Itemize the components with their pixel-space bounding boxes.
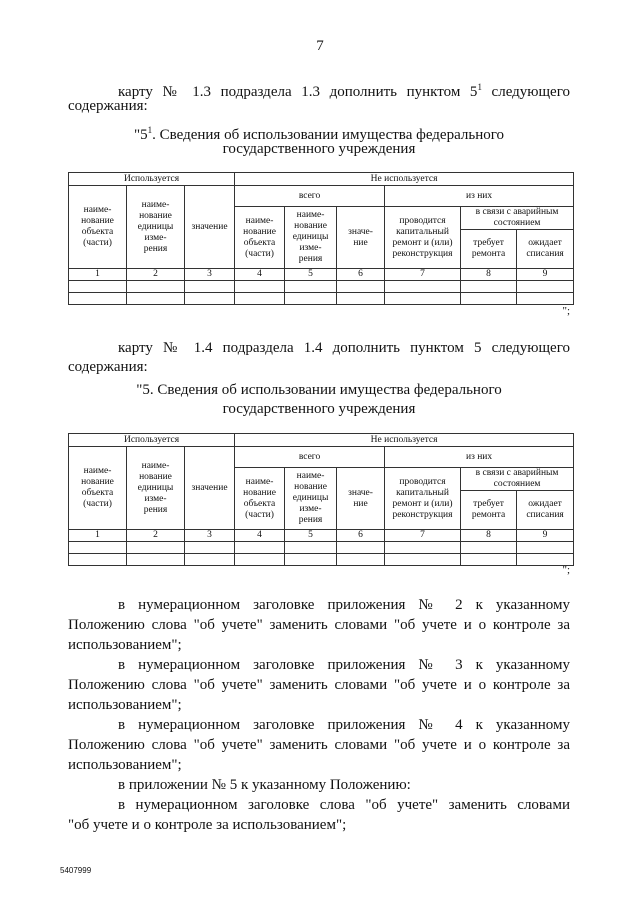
section2-intro-line2: содержания: — [68, 359, 148, 375]
col-object-name-2: наиме- нование объекта (части) — [235, 468, 285, 530]
col-number: 7 — [385, 269, 461, 281]
header-emergency: в связи с аварийным состоянием — [461, 468, 574, 491]
col-number: 9 — [517, 269, 574, 281]
col-number: 2 — [127, 269, 185, 281]
section1-title-line2: государственного учреждения — [222, 141, 416, 157]
col-number: 5 — [285, 530, 337, 542]
col-number: 8 — [461, 530, 517, 542]
col-awaits-writeoff: ожидает списания — [517, 491, 574, 530]
paragraph-appendix3-line3: использованием"; — [68, 697, 182, 713]
col-capital-repair: проводится капитальный ремонт и (или) реконструкция — [385, 207, 461, 269]
col-number: 6 — [337, 530, 385, 542]
paragraph-appendix4-line1: в нумерационном заголовке приложения № 4 к указанному — [118, 717, 570, 733]
col-number: 2 — [127, 530, 185, 542]
col-number: 4 — [235, 269, 285, 281]
paragraph-appendix3-line2: Положению слова "об учете" заменить словами "об учете и о контроле за — [68, 677, 570, 693]
col-number: 1 — [69, 530, 127, 542]
header-emergency: в связи с аварийным состоянием — [461, 207, 574, 230]
paragraph-appendix4-line3: использованием"; — [68, 757, 182, 773]
paragraph-last-line2: "об учете и о контроле за использованием"; — [68, 817, 347, 833]
table-1 — [68, 172, 574, 305]
col-number: 5 — [285, 269, 337, 281]
table-row — [69, 293, 574, 305]
col-unit-name: наиме- нование единицы изме- рения — [127, 186, 185, 269]
col-value: значение — [185, 186, 235, 269]
col-value: значение — [185, 447, 235, 530]
col-unit-name: наиме- нование единицы изме- рения — [127, 447, 185, 530]
col-unit-name-2: наиме- нование единицы изме- рения — [285, 468, 337, 530]
header-of-which: из них — [385, 186, 574, 207]
header-total: всего — [235, 186, 385, 207]
table-1-end-mark: "; — [562, 305, 570, 317]
paragraph-appendix2-line2: Положению слова "об учете" заменить словами "об учете и о контроле за — [68, 617, 570, 633]
table-2 — [68, 433, 574, 566]
header-used: Используется — [69, 173, 235, 186]
header-used: Используется — [69, 434, 235, 447]
page-number: 7 — [316, 38, 324, 54]
section1-intro-line2: содержания: — [68, 98, 148, 114]
col-needs-repair: требует ремонта — [461, 491, 517, 530]
section2-title-line1: "5. Сведения об использовании имущества федерального — [136, 382, 502, 398]
col-number: 8 — [461, 269, 517, 281]
col-object-name-2: наиме- нование объекта (части) — [235, 207, 285, 269]
header-not-used: Не используется — [235, 173, 574, 186]
table-row — [69, 542, 574, 554]
paragraph-appendix4-line2: Положению слова "об учете" заменить словами "об учете и о контроле за — [68, 737, 570, 753]
section1-intro-line1: карту № 1.3 подраздела 1.3 дополнить пунктом $5^1$ следующего — [118, 82, 570, 100]
col-number: 3 — [185, 530, 235, 542]
footer-code: 5407999 — [60, 866, 92, 875]
col-number: 6 — [337, 269, 385, 281]
table-row — [69, 281, 574, 293]
col-number: 1 — [69, 269, 127, 281]
paragraph-last-line1: в нумерационном заголовке слова "об учете" заменить словами — [118, 797, 570, 813]
paragraph-appendix5: в приложении № 5 к указанному Положению: — [118, 777, 411, 793]
col-object-name: наиме- нование объекта (части) — [69, 186, 127, 269]
header-total: всего — [235, 447, 385, 468]
col-value-2: значе- ние — [337, 207, 385, 269]
col-value-2: значе- ние — [337, 468, 385, 530]
col-object-name: наиме- нование объекта (части) — [69, 447, 127, 530]
col-unit-name-2: наиме- нование единицы изме- рения — [285, 207, 337, 269]
paragraph-appendix2-line1: в нумерационном заголовке приложения № 2 к указанному — [118, 597, 570, 613]
col-number: 7 — [385, 530, 461, 542]
section1-title-line1: "$5^1$. Сведения об использовании имущества федерального — [133, 125, 504, 143]
paragraph-appendix2-line3: использованием"; — [68, 637, 182, 653]
section2-intro-line1: карту № 1.4 подраздела 1.4 дополнить пунктом 5 следующего — [118, 340, 570, 356]
col-number: 3 — [185, 269, 235, 281]
header-not-used: Не используется — [235, 434, 574, 447]
table-2-end-mark: "; — [562, 564, 570, 576]
table-row — [69, 554, 574, 566]
col-number: 9 — [517, 530, 574, 542]
col-capital-repair: проводится капитальный ремонт и (или) реконструкция — [385, 468, 461, 530]
col-needs-repair: требует ремонта — [461, 230, 517, 269]
paragraph-appendix3-line1: в нумерационном заголовке приложения № 3 к указанному — [118, 657, 570, 673]
header-of-which: из них — [385, 447, 574, 468]
col-awaits-writeoff: ожидает списания — [517, 230, 574, 269]
col-number: 4 — [235, 530, 285, 542]
section2-title-line2: государственного учреждения — [222, 401, 416, 417]
